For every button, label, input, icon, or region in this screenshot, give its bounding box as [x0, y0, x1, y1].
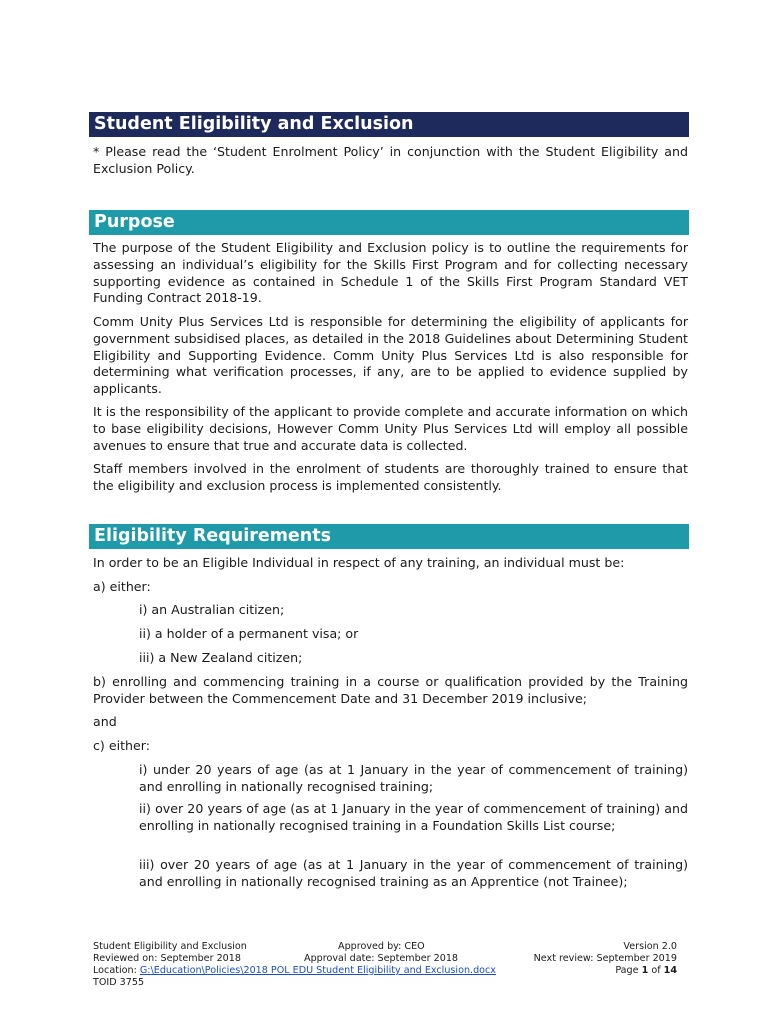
purpose-paragraph-1: The purpose of the Student Eligibility and Exclusion policy is to outline the requirements for assessing an individual’s eligibility for the Skills First Program and for collecting necessary supporting evidence as contained in Schedule 1 of the Skills First Program Standard VET Funding Contract 2018-19.	[93, 240, 688, 306]
footer-page-prefix: Page	[615, 965, 642, 976]
item-a-either: a) either:	[93, 579, 151, 594]
title-heading: Student Eligibility and Exclusion	[89, 112, 689, 137]
eligibility-intro: In order to be an Eligible Individual in respect of any training, an individual must be:	[93, 555, 625, 570]
footer-page-current: 1	[641, 965, 649, 976]
purpose-heading: Purpose	[89, 210, 689, 235]
footer-page-number	[615, 965, 677, 977]
footer-reviewed: Reviewed on: September 2018	[93, 953, 241, 964]
footer-approval-date: Approval date: September 2018	[304, 953, 459, 964]
footer-doc-title: Student Eligibility and Exclusion	[93, 941, 247, 952]
item-b: b) enrolling and commencing training in a course or qualification provided by the Training Provider between the Commencement Date and 31 December 2019 inclusive;	[93, 674, 688, 706]
purpose-paragraph-4: Staff members involved in the enrolment of students are thoroughly trained to ensure that the eligibility and exclusion process is implemented consistently.	[93, 461, 688, 493]
item-a-i: i) an Australian citizen;	[139, 602, 285, 617]
item-c-ii: ii) over 20 years of age (as at 1 January in the year of commencement of training) and enrolling in nationally recognised training in a Foundation Skills List course;	[139, 801, 688, 833]
footer-page-of: of	[648, 965, 664, 976]
footer-version: Version 2.0	[623, 941, 677, 952]
item-a-iii: iii) a New Zealand citizen;	[139, 650, 303, 665]
item-c-i: i) under 20 years of age (as at 1 January in the year of commencement of training) and enrolling in nationally recognised training;	[139, 762, 688, 794]
note-paragraph: * Please read the ‘Student Enrolment Policy’ in conjunction with the Student Eligibility and Exclusion Policy.	[93, 144, 688, 176]
footer-page-total: 14	[663, 965, 677, 976]
footer-location	[93, 965, 496, 977]
footer-next-review: Next review: September 2019	[533, 953, 677, 964]
footer-location-link[interactable]: G:\Education\Policies\2018 POL EDU Student Eligibility and Exclusion.docx	[139, 965, 496, 976]
footer-location-label: Location:	[93, 965, 140, 976]
eligibility-heading: Eligibility Requirements	[89, 524, 689, 549]
purpose-paragraph-2: Comm Unity Plus Services Ltd is responsible for determining the eligibility of applicants for government subsidised places, as detailed in the 2018 Guidelines about Determining Student Eligibility and Supporting Evidence. Comm Unity Plus Services Ltd is also responsible for determining what verification processes, if any, are to be applied to evidence supplied by applicants.	[93, 314, 688, 397]
footer-approved-by: Approved by: CEO	[338, 941, 425, 952]
item-and: and	[93, 714, 117, 729]
item-a-ii: ii) a holder of a permanent visa; or	[139, 626, 359, 641]
footer-toid: TOID 3755	[93, 977, 145, 988]
item-c-either: c) either:	[93, 738, 150, 753]
item-c-iii: iii) over 20 years of age (as at 1 January in the year of commencement of training) and enrolling in nationally recognised training as an Apprentice (not Trainee);	[139, 857, 688, 889]
purpose-paragraph-3: It is the responsibility of the applicant to provide complete and accurate information on which to base eligibility decisions, However Comm Unity Plus Services Ltd will employ all possible avenues to ensure that true and accurate data is collected.	[93, 404, 688, 453]
